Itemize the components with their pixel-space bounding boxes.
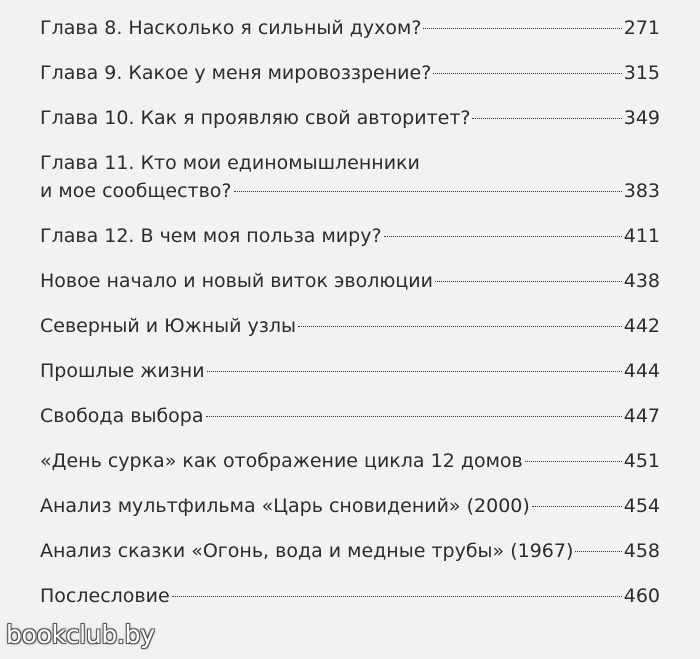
toc-entry-title: Глава 10. Как я проявляю свой авторитет? [40,107,471,129]
toc-line [40,14,660,42]
toc-line [40,59,660,87]
toc-page-number: 442 [623,315,660,337]
dot-leader [207,371,622,372]
toc-page-number: 315 [623,62,660,84]
watermark: bookclub.by [6,620,155,649]
toc-entry [40,537,660,582]
toc-page-number: 451 [623,450,660,472]
toc-page-number: 447 [623,405,660,427]
dot-leader [435,281,622,282]
toc-entry [40,402,660,447]
dot-leader [525,461,622,462]
toc-page-number: 383 [623,180,660,202]
toc-entry-title: Глава 12. В чем моя польза миру? [40,225,382,247]
toc-line [40,104,660,132]
toc-line [40,537,660,565]
toc-entry-title: Новое начало и новый виток эволюции [40,270,433,292]
toc-page-number: 460 [623,585,660,607]
toc-entry [40,149,660,222]
dot-leader [384,236,622,237]
toc-entry-title-continued: и мое сообщество? [40,180,232,202]
toc-entry-title: Глава 9. Какое у меня мировоззрение? [40,62,432,84]
toc-line [40,357,660,385]
toc-entry-title: Свобода выбора [40,405,204,427]
dot-leader [575,551,621,552]
dot-leader [206,416,622,417]
toc-entry-title: Глава 8. Насколько я сильный духом? [40,17,422,39]
dot-leader [423,28,621,29]
toc-entry-title: Анализ сказки «Огонь, вода и медные трубы» (1967) [40,540,574,562]
toc-page-number: 458 [623,540,660,562]
toc-entry-title: Северный и Южный узлы [40,315,297,337]
toc-line [40,582,660,610]
dot-leader [172,596,622,597]
toc-page-number: 438 [623,270,660,292]
dot-leader [472,118,621,119]
toc-entry [40,357,660,402]
toc-line [40,149,660,177]
toc-entry [40,492,660,537]
toc-page-number: 271 [623,17,660,39]
toc-entry-title: Послесловие [40,585,170,607]
toc-line [40,222,660,250]
dot-leader [234,191,622,192]
toc-line [40,177,660,205]
toc-line [40,402,660,430]
toc-entry [40,447,660,492]
dot-leader [532,506,622,507]
toc-entry-title: Анализ мультфильма «Царь сновидений» (2000) [40,495,530,517]
toc-entry [40,312,660,357]
toc-entry [40,59,660,104]
toc-line [40,447,660,475]
toc-line [40,312,660,340]
toc-page-number: 411 [623,225,660,247]
table-of-contents [40,14,660,627]
toc-entry [40,267,660,312]
toc-entry [40,14,660,59]
toc-entry-title: «День сурка» как отображение цикла 12 домов [40,450,523,472]
toc-entry-title: Прошлые жизни [40,360,205,382]
toc-page-number: 454 [623,495,660,517]
dot-leader [433,73,621,74]
dot-leader [298,326,622,327]
toc-page-number: 349 [623,107,660,129]
toc-page-number: 444 [623,360,660,382]
toc-line [40,267,660,295]
toc-entry [40,104,660,149]
toc-entry-title: Глава 11. Кто мои единомышленники [40,152,420,174]
toc-entry [40,222,660,267]
toc-line [40,492,660,520]
